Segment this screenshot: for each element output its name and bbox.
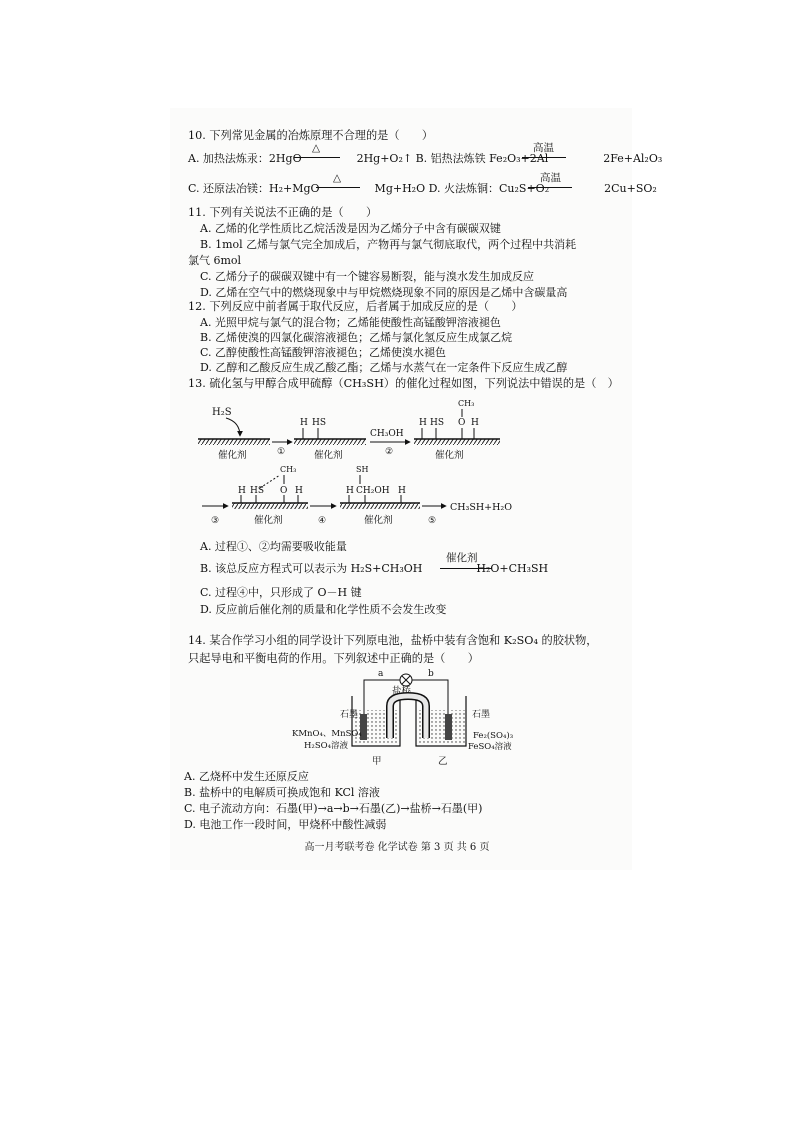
step-4-label: ④ xyxy=(318,516,327,526)
condition-catalyst: 催化剂 xyxy=(446,552,478,564)
question-11-option-a: A. 乙烯的化学性质比乙烷活泼是因为乙烯分子中含有碳碳双键 xyxy=(200,222,501,235)
terminal-b: b xyxy=(428,669,434,679)
question-12-stem: 12. 下列反应中前者属于取代反应，后者属于加成反应的是（ ） xyxy=(188,300,523,313)
methanol-label: CH₃OH xyxy=(370,429,404,439)
h-atom-label: H xyxy=(346,486,354,496)
question-14-stem-cont: 只起导电和平衡电荷的作用。下列叙述中正确的是（ ） xyxy=(188,652,479,665)
hs-label: HS xyxy=(430,418,445,428)
question-14-option-d: D. 电池工作一段时间，甲烧杯中酸性减弱 xyxy=(184,818,387,831)
beaker-jia-label: 甲 xyxy=(372,756,382,767)
question-10-stem: 10. 下列常见金属的冶炼原理不合理的是（ ） xyxy=(188,129,434,142)
question-11-option-b-cont: 氯气 6mol xyxy=(188,254,242,267)
step-1-label: ① xyxy=(277,447,286,457)
hs-label: HS xyxy=(312,418,327,428)
question-14-option-a: A. 乙烧杯中发生还原反应 xyxy=(184,770,309,783)
o-atom-label: O xyxy=(280,486,288,496)
reaction-arrow-bar xyxy=(440,568,492,569)
question-12-option-a: A. 光照甲烷与氯气的混合物；乙烯能使酸性高锰酸钾溶液褪色 xyxy=(200,316,501,329)
catalyst-surface-5 xyxy=(340,503,420,509)
graphite-electrode-right xyxy=(445,714,452,740)
question-10-options-cd: C. 还原法冶镁：H₂+MgO Mg+H₂O D. 火法炼铜：Cu₂S+O₂ 2Cu+SO₂ xyxy=(188,182,657,195)
question-12-option-d: D. 乙醇和乙酸反应生成乙酸乙酯；乙烯与水蒸气在一定条件下反应生成乙醇 xyxy=(200,361,568,374)
left-solution-label: KMnO₄、MnSO₄ xyxy=(292,729,362,739)
catalyst-label: 催化剂 xyxy=(218,450,247,461)
condition-high-temp: 高温 xyxy=(533,142,554,154)
option-b-products: H₂O+CH₃SH xyxy=(476,562,549,575)
terminal-a: a xyxy=(378,669,384,679)
galvanic-cell-diagram xyxy=(290,668,530,770)
step-2-label: ② xyxy=(385,447,394,457)
step-5-label: ⑤ xyxy=(428,516,437,526)
question-11-option-b: B. 1mol 乙烯与氯气完全加成后，产物再与氯气彻底取代，两个过程中共消耗 xyxy=(200,238,577,251)
h-atom-label: H xyxy=(471,418,479,428)
salt-bridge-label: 盐桥 xyxy=(392,686,412,697)
catalyst-surface-4 xyxy=(232,503,308,509)
question-12-option-b: B. 乙烯使溴的四氯化碳溶液褪色；乙烯与氯化氢反应生成氯乙烷 xyxy=(200,331,513,344)
left-solution-label-2: H₂SO₄溶液 xyxy=(304,741,349,751)
catalyst-label: 催化剂 xyxy=(254,515,283,526)
h-atom-label: H xyxy=(398,486,406,496)
graphite-right-label: 石墨 xyxy=(472,710,491,720)
h-atom-label: H xyxy=(419,418,427,428)
question-13-option-a: A. 过程①、②均需要吸收能量 xyxy=(200,540,347,553)
sh-label: SH xyxy=(356,465,369,474)
catalyst-label: 催化剂 xyxy=(364,515,393,526)
question-14-stem: 14. 某合作学习小组的同学设计下列原电池，盐桥中装有含饱和 K₂SO₄ 的胶状物， xyxy=(188,634,598,647)
ch3-label: CH₃ xyxy=(458,399,475,408)
reaction-arrow-bar xyxy=(528,187,572,188)
ch2oh-label: CH₂OH xyxy=(356,486,390,496)
condition-high-temp: 高温 xyxy=(540,172,561,184)
product-label: CH₃SH+H₂O xyxy=(450,502,512,513)
h-atom-label: H xyxy=(295,486,303,496)
question-11-stem: 11. 下列有关说法不正确的是（ ） xyxy=(188,206,378,219)
h2s-label: H₂S xyxy=(212,407,232,418)
question-13-option-d: D. 反应前后催化剂的质量和化学性质不会发生改变 xyxy=(200,603,447,616)
o-atom-label: O xyxy=(458,418,466,428)
catalyst-label: 催化剂 xyxy=(435,450,464,461)
h-atom-label: H xyxy=(238,486,246,496)
adsorption-arrow xyxy=(226,418,240,436)
question-10-options-ab: A. 加热法炼汞：2HgO 2Hg+O₂↑ B. 铝热法炼铁 Fe₂O₃+2Al 2Fe+Al₂O₃ xyxy=(188,152,663,165)
question-11-option-d: D. 乙烯在空气中的燃烧现象中与甲烷燃烧现象不同的原因是乙烯中含碳量高 xyxy=(200,286,568,299)
question-11-option-c: C. 乙烯分子的碳碳双键中有一个键容易断裂，能与溴水发生加成反应 xyxy=(200,270,535,283)
question-14-option-b: B. 盐桥中的电解质可换成饱和 KCl 溶液 xyxy=(184,786,380,799)
graphite-left-label: 石墨 xyxy=(340,710,359,720)
catalyst-label: 催化剂 xyxy=(314,450,343,461)
reaction-arrow-bar xyxy=(316,187,360,188)
reaction-arrow-bar xyxy=(294,157,340,158)
condition-heat-symbol: △ xyxy=(312,142,321,154)
right-solution-label-2: FeSO₄溶液 xyxy=(468,742,512,752)
ch3-label: CH₃ xyxy=(280,465,297,474)
question-13-stem: 13. 硫化氢与甲醇合成甲硫醇（CH₃SH）的催化过程如图，下列说法中错误的是（ ） xyxy=(188,377,619,390)
condition-heat-symbol: △ xyxy=(333,172,342,184)
catalyst-surface-3 xyxy=(414,439,500,445)
question-12-option-c: C. 乙醇使酸性高锰酸钾溶液褪色；乙烯使溴水褪色 xyxy=(200,346,447,359)
question-14-option-c: C. 电子流动方向：石墨(甲)→a→b→石墨(乙)→盐桥→石墨(甲) xyxy=(184,802,483,815)
catalyst-surface-1 xyxy=(198,439,270,445)
question-13-option-c: C. 过程④中，只形成了 O－H 键 xyxy=(200,586,362,599)
right-solution-label: Fe₂(SO₄)₃ xyxy=(473,731,514,741)
question-13-option-b xyxy=(200,562,548,576)
hs-label: HS xyxy=(250,486,265,496)
catalyst-surface-2 xyxy=(294,439,366,445)
step-3-label: ③ xyxy=(211,516,220,526)
page-footer: 高一月考联考卷 化学试卷 第 3 页 共 6 页 xyxy=(304,842,490,853)
catalysis-diagram xyxy=(190,396,590,532)
option-b-reactants: B. 该总反应方程式可以表示为 H₂S+CH₃OH xyxy=(200,562,423,575)
beaker-yi-label: 乙 xyxy=(438,756,448,767)
h-atom-label: H xyxy=(300,418,308,428)
reaction-arrow-bar xyxy=(522,157,566,158)
